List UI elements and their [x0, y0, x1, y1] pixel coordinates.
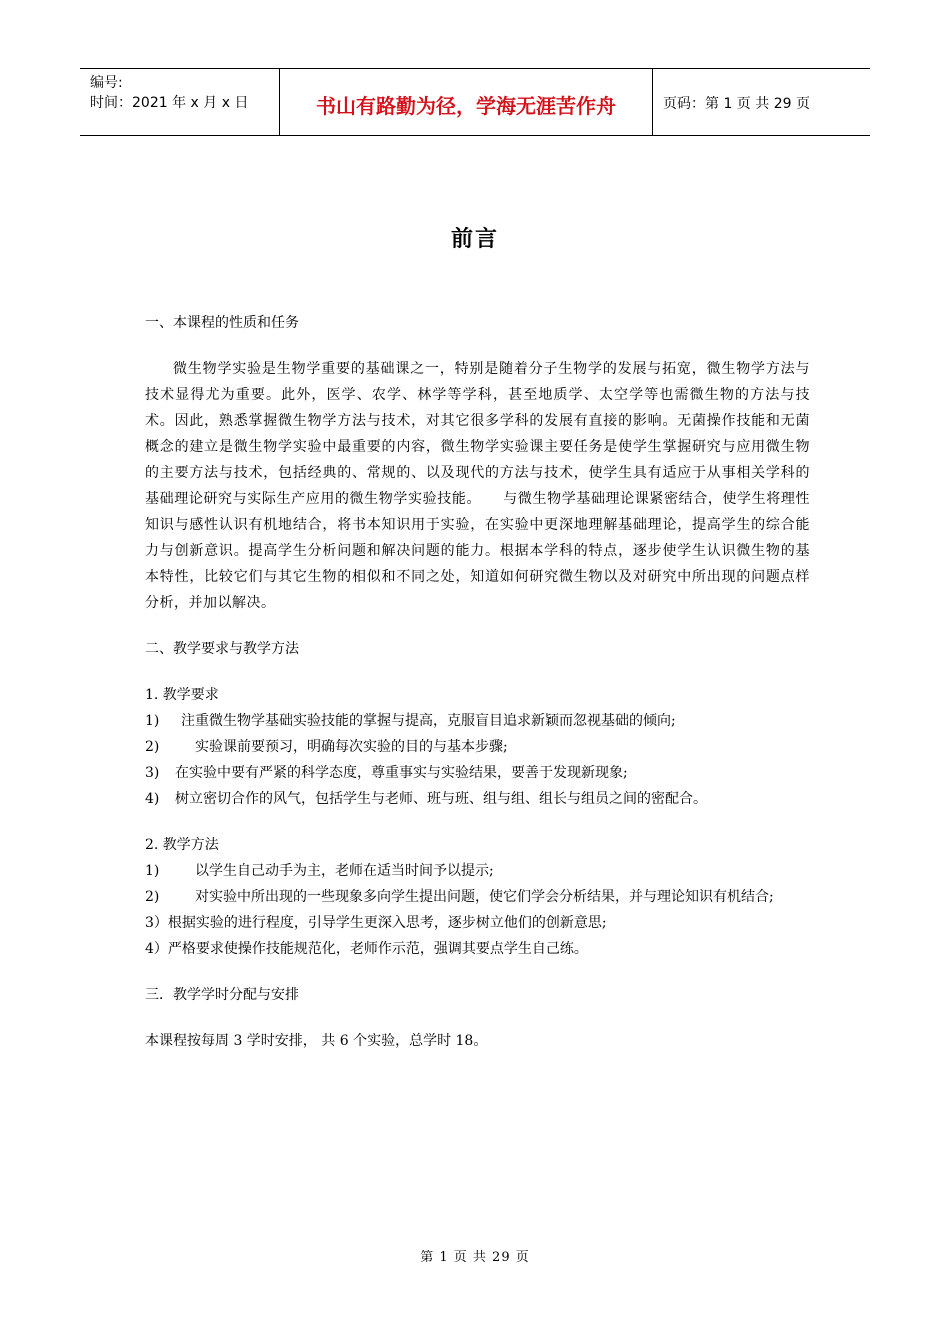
page-header	[80, 68, 870, 136]
header-motto: 书山有路勤为径，学海无涯苦作舟	[280, 69, 653, 135]
list-item	[145, 884, 810, 910]
list-item	[145, 760, 810, 786]
subsection-heading-requirements: 1. 教学要求	[145, 687, 219, 703]
section-heading-2: 二、教学要求与教学方法	[145, 641, 299, 657]
list-number: 3)	[145, 765, 160, 781]
list-item	[145, 936, 810, 962]
section-3-paragraph: 本课程按每周 3 学时安排， 共 6 个实验，总学时 18。	[145, 1033, 488, 1049]
list-number: 4)	[145, 791, 160, 807]
list-text: 树立密切合作的风气，包括学生与老师、班与班、组与组、组长与组员之间的密配合。	[175, 791, 707, 807]
subsection-heading-methods: 2. 教学方法	[145, 837, 219, 853]
list-text: 注重微生物学基础实验技能的掌握与提高，克服盲目追求新颖而忽视基础的倾向;	[181, 713, 676, 729]
list-text: 4）严格要求使操作技能规范化，老师作示范，强调其要点学生自己练。	[145, 941, 588, 957]
list-item	[145, 786, 810, 812]
list-item	[145, 734, 810, 760]
section-heading-3: 三．教学学时分配与安排	[145, 987, 299, 1003]
list-number: 2)	[145, 889, 160, 905]
page-footer: 第 1 页 共 29 页	[420, 1250, 530, 1265]
list-text: 以学生自己动手为主，老师在适当时间予以提示;	[195, 863, 494, 879]
page-title: 前言	[450, 227, 499, 252]
list-item	[145, 910, 810, 936]
section-heading-1: 一、本课程的性质和任务	[145, 315, 299, 331]
list-text: 3）根据实验的进行程度，引导学生更深入思考，逐步树立他们的创新意思;	[145, 915, 607, 931]
list-text: 对实验中所出现的一些现象多向学生提出问题，使它们学会分析结果，并与理论知识有机结合;	[195, 889, 774, 905]
header-page-info: 页码：第 1 页 共 29 页	[663, 96, 810, 112]
header-meta	[80, 69, 280, 135]
list-text: 在实验中要有严紧的科学态度，尊重事实与实验结果，要善于发现新现象;	[175, 765, 628, 781]
list-number: 1)	[145, 713, 160, 729]
list-text: 实验课前要预习，明确每次实验的目的与基本步骤;	[195, 739, 508, 755]
code-label: 编号:	[90, 75, 123, 91]
time-label: 时间：2021 年 x 月 x 日	[90, 95, 249, 111]
document-body	[145, 310, 810, 1054]
list-number: 2)	[145, 739, 160, 755]
section-1-paragraph: 微生物学实验是生物学重要的基础课之一，特别是随着分子生物学的发展与拓宽，微生物学方法与技术显得尤为重要。此外，医学、农学、林学等学科，甚至地质学、太空学等也需微生物的方法与技术。因此，熟悉掌握微生物学方法与技术，对其它很多学科的发展有直接的影响。无菌操作技能和无菌概念的建立是微生物学实验中最重要的内容，微生物学实验课主要任务是使学生掌握研究与应用微生物的主要方法与技术，包括经典的、常规的、以及现代的方法与技术，使学生具有适应于从事相关学科的基础理论研究与实际生产应用的微生物学实验技能。 与微生物学基础理论课紧密结合，使学生将理性知识与感性认识有机地结合，将书本知识用于实验，在实验中更深地理解基础理论，提高学生的综合能力与创新意识。提高学生分析问题和解决问题的能力。根据本学科的特点，逐步使学生认识微生物的基本特性，比较它们与其它生物的相似和不同之处，知道如何研究微生物以及对研究中所出现的问题点样分析，并加以解决。	[145, 361, 810, 611]
list-item	[145, 708, 810, 734]
list-item	[145, 858, 810, 884]
list-number: 1)	[145, 863, 160, 879]
